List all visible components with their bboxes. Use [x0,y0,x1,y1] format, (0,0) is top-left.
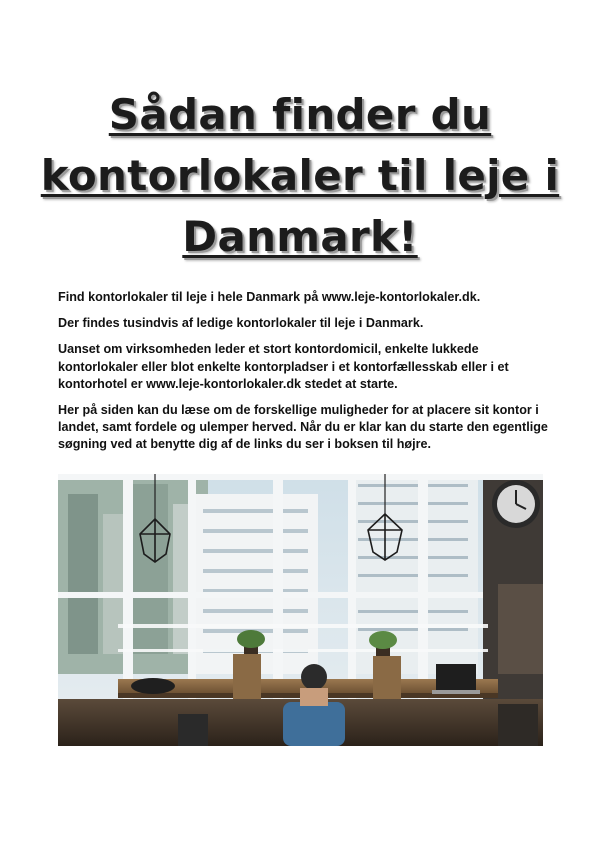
body-text [58,289,548,463]
paragraph-options: Uanset om virksomheden leder et stort kontordomicil, enkelte lukkede kontorlokaler eller blot enkelte kontorpladser i et kontorfællesskab eller i et kontorhotel er www.leje-kontorlokaler.dk stedet at starte. [58,342,509,391]
title-line-2: kontorlokaler til leje i [40,151,560,200]
laptop-icon [432,664,480,694]
title-line-3: Danmark! [182,212,418,261]
clock-icon [492,480,540,528]
page-title [0,84,600,267]
paragraph-count: Der findes tusindvis af ledige kontorlokaler til leje i Danmark. [58,316,424,331]
title-line-1: Sådan finder du [108,90,492,139]
paragraph-guide: Her på siden kan du læse om de forskellige muligheder for at placere sit kontor i landet, samt fordele og ulemper herved. Når du er klar kan du starte den egentlige søgning ved at benytte dig af de links du ser i boksen til højre. [58,403,548,452]
paragraph-intro: Find kontorlokaler til leje i hele Danmark på www.leje-kontorlokaler.dk. [58,290,481,304]
office-photo [58,474,543,746]
